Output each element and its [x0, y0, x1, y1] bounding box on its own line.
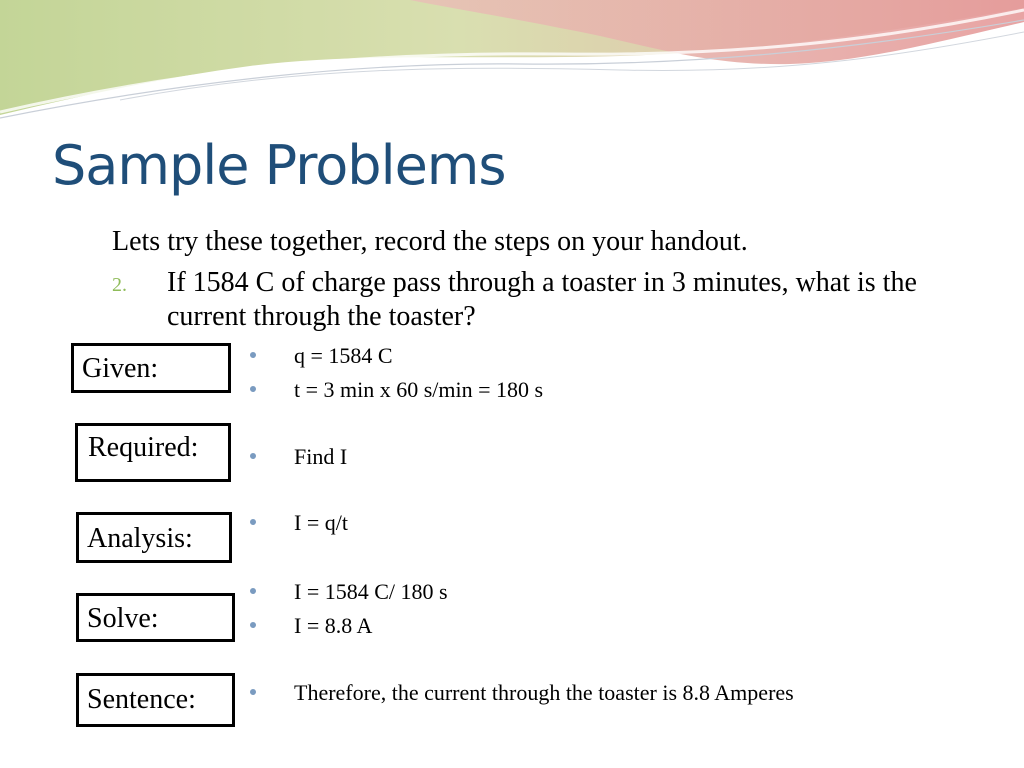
bullet-icon [250, 689, 256, 695]
solve-label-box: Solve: [76, 593, 235, 642]
analysis-label-box: Analysis: [76, 512, 232, 563]
bullet-icon [250, 453, 256, 459]
bullet-icon [250, 386, 256, 392]
solve-step-text: I = 1584 C/ 180 s [294, 579, 448, 604]
bullet-icon [250, 622, 256, 628]
intro-text: Lets try these together, record the steps on your handout. [112, 226, 748, 257]
given-time-text: t = 3 min x 60 s/min = 180 s [294, 377, 544, 402]
solve-result-text: I = 8.8 A [294, 613, 373, 638]
sentence-label-box: Sentence: [76, 673, 235, 727]
required-label-box: Required: [75, 423, 231, 482]
sentence-text: Therefore, the current through the toaster is 8.8 Amperes [294, 680, 794, 705]
bullet-icon [250, 519, 256, 525]
header-swoosh-decoration [0, 0, 1024, 130]
required-text: Find I [294, 444, 348, 469]
slide-title: Sample Problems [52, 134, 506, 197]
analysis-text: I = q/t [294, 510, 348, 535]
problem-text: If 1584 C of charge pass through a toaster in 3 minutes, what is the current through the toaster? [167, 267, 917, 332]
bullet-icon [250, 588, 256, 594]
bullet-icon [250, 352, 256, 358]
problem-number: 2. [112, 274, 127, 296]
given-label-box: Given: [71, 343, 231, 393]
given-charge-text: q = 1584 C [294, 343, 393, 368]
